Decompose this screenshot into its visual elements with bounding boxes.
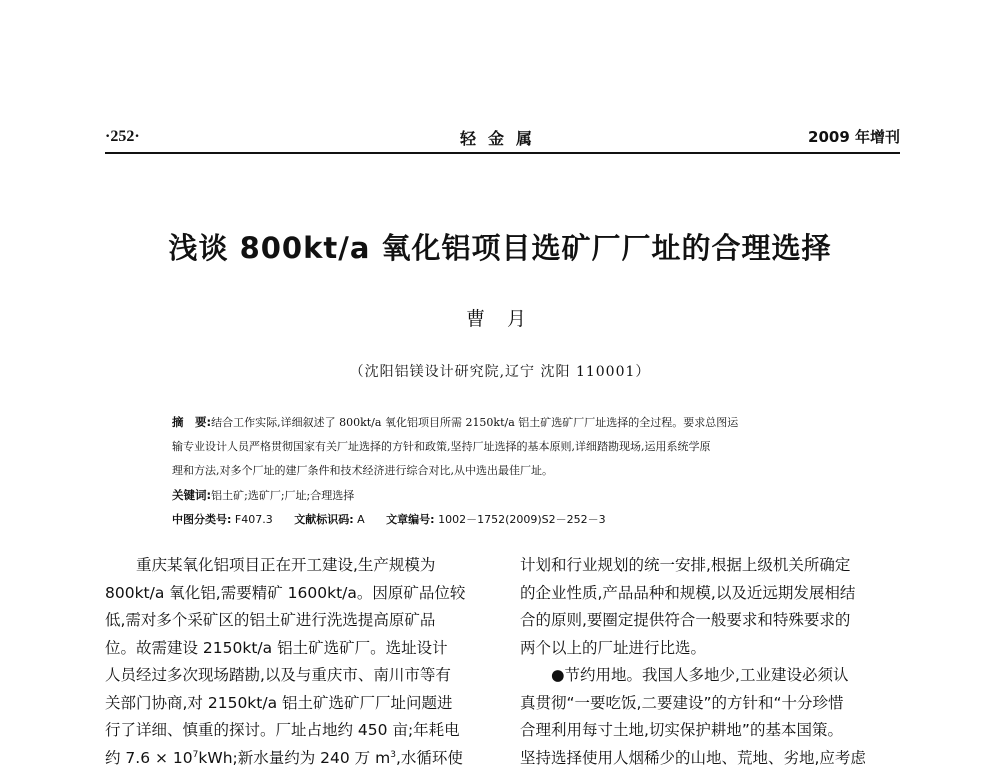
journal-issue: 2009 年增刊 bbox=[808, 126, 900, 147]
abstract-line: 输专业设计人员严格贯彻国家有关厂址选择的方针和政策,坚持厂址选择的基本原则,详细踏勘现场,运用系统学原 bbox=[172, 435, 832, 459]
body-line: 合的原则,要圈定提供符合一般要求和特殊要求的 bbox=[520, 607, 910, 635]
doc-code-label: 文献标识码: bbox=[294, 513, 353, 526]
abstract-text: 结合工作实际,详细叙述了 800kt/a 氧化铝项目所需 2150kt/a 铝土矿选矿厂厂址选择的全过程。要求总图运 bbox=[211, 416, 738, 429]
classification-line bbox=[172, 508, 832, 532]
body-column-right bbox=[520, 552, 910, 772]
body-column-left bbox=[105, 552, 495, 772]
body-line: 两个以上的厂址进行比选。 bbox=[520, 635, 910, 663]
abstract-label: 摘 要: bbox=[172, 415, 211, 429]
keywords-text: 铝土矿;选矿厂;厂址;合理选择 bbox=[211, 489, 354, 502]
abstract-line: 理和方法,对多个厂址的建厂条件和技术经济进行综合对比,从中选出最佳厂址。 bbox=[172, 459, 832, 483]
abstract-block bbox=[172, 410, 832, 532]
body-line: 合理利用每寸土地,切实保护耕地”的基本国策。 bbox=[520, 717, 910, 745]
header-rule bbox=[105, 152, 900, 154]
keywords-line bbox=[172, 483, 832, 508]
article-author: 曹 月 bbox=[0, 304, 1000, 331]
author-affiliation: （沈阳铝镁设计研究院,辽宁 沈阳 110001） bbox=[0, 361, 1000, 381]
body-line bbox=[105, 745, 495, 772]
bullet-line: ●节约用地。我国人多地少,工业建设必须认 bbox=[520, 662, 910, 690]
superscript: 7 bbox=[193, 749, 199, 759]
body-text: 约 7.6 × 10 bbox=[105, 749, 193, 767]
abstract-line bbox=[172, 410, 832, 435]
body-line: 低,需对多个采矿区的铝土矿进行洗选提高原矿品 bbox=[105, 607, 495, 635]
body-line: 真贯彻“一要吃饭,二要建设”的方针和“十分珍惜 bbox=[520, 690, 910, 718]
page-number: ·252· bbox=[105, 128, 140, 146]
article-id-label: 文章编号: bbox=[386, 513, 434, 526]
body-line: 坚持选择使用人烟稀少的山地、荒地、劣地,应考虑 bbox=[520, 745, 910, 772]
journal-name: 轻金属 bbox=[460, 126, 544, 149]
body-text: kWh;新水量约为 240 万 m bbox=[198, 749, 390, 767]
running-header bbox=[105, 126, 900, 150]
body-line: 关部门协商,对 2150kt/a 铝土矿选矿厂厂址问题进 bbox=[105, 690, 495, 718]
body-line: 的企业性质,产品品种和规模,以及近远期发展相结 bbox=[520, 580, 910, 608]
body-line: 重庆某氧化铝项目正在开工建设,生产规模为 bbox=[105, 552, 495, 580]
clc-label: 中图分类号: bbox=[172, 513, 231, 526]
article-title: 浅谈 800kt/a 氧化铝项目选矿厂厂址的合理选择 bbox=[0, 226, 1000, 267]
body-line: 计划和行业规划的统一安排,根据上级机关所确定 bbox=[520, 552, 910, 580]
body-text: ,水循环使 bbox=[396, 749, 463, 767]
body-line: 位。故需建设 2150kt/a 铝土矿选矿厂。选址设计 bbox=[105, 635, 495, 663]
clc-value: F407.3 bbox=[235, 513, 273, 526]
body-line: 人员经过多次现场踏勘,以及与重庆市、南川市等有 bbox=[105, 662, 495, 690]
doc-code-value: A bbox=[357, 513, 365, 526]
body-line: 800kt/a 氧化铝,需要精矿 1600kt/a。因原矿品位较 bbox=[105, 580, 495, 608]
keywords-label: 关键词: bbox=[172, 488, 211, 502]
article-id-value: 1002－1752(2009)S2－252－3 bbox=[438, 513, 606, 526]
body-line: 行了详细、慎重的探讨。厂址占地约 450 亩;年耗电 bbox=[105, 717, 495, 745]
superscript: 3 bbox=[390, 749, 396, 759]
